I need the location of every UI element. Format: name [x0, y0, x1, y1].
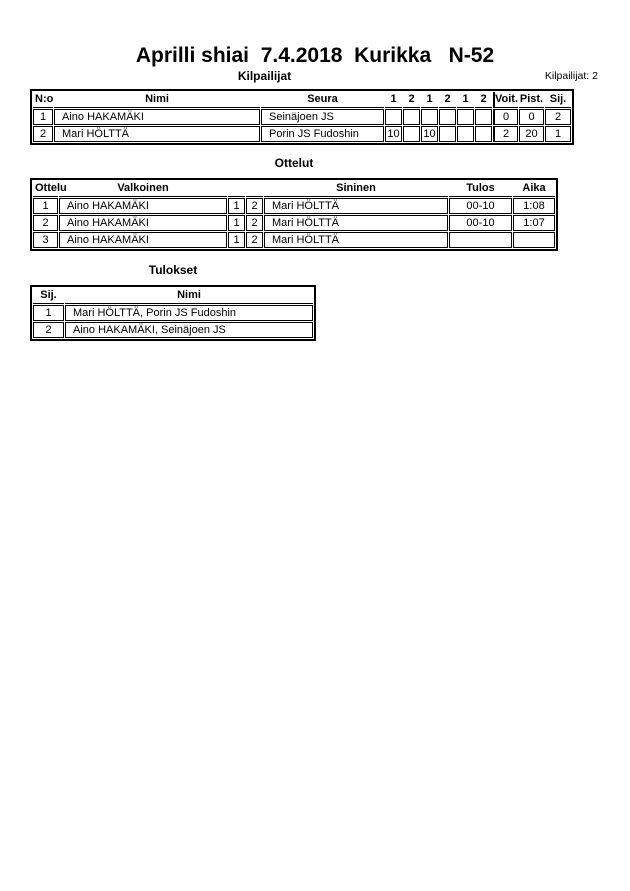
score-cell [421, 109, 438, 125]
competitor-no: 2 [33, 126, 53, 142]
competitor-points: 0 [519, 109, 544, 125]
white-competitor: Aino HAKAMÄKI [59, 215, 227, 231]
score-cell [403, 126, 420, 142]
competitor-row [33, 126, 571, 142]
match-result [449, 232, 512, 248]
score-cell [439, 126, 456, 142]
competitor-place: 1 [545, 126, 571, 142]
matches-table [30, 178, 558, 251]
white-competitor: Aino HAKAMÄKI [59, 198, 227, 214]
white-number-cell: 1 [228, 215, 245, 231]
match-result: 00-10 [449, 215, 512, 231]
matches-section-title: Ottelut [274, 156, 314, 170]
match-row [33, 198, 555, 214]
match-no: 2 [33, 215, 58, 231]
score-cell: 10 [421, 126, 438, 142]
blue-competitor: Mari HÖLTTÄ [264, 232, 448, 248]
header-wins: Voit. [493, 92, 518, 108]
header-result: Tulos [449, 181, 512, 197]
competitor-count-label: Kilpailijat: 2 [544, 70, 598, 82]
score-cell: 10 [385, 126, 402, 142]
score-cell [475, 126, 492, 142]
competitor-place: 2 [545, 109, 571, 125]
match-result: 00-10 [449, 198, 512, 214]
header-time: Aika [513, 181, 555, 197]
match-no: 3 [33, 232, 58, 248]
result-row [33, 322, 313, 338]
competitor-wins: 0 [493, 109, 518, 125]
match-time: 1:08 [513, 198, 555, 214]
competitor-name: Mari HÖLTTÄ [54, 126, 260, 142]
competitors-header-row [33, 92, 571, 108]
results-section-title: Tulokset [148, 263, 198, 277]
blue-number-cell: 2 [246, 215, 263, 231]
blue-number-cell: 2 [246, 232, 263, 248]
header-score-3: 1 [421, 92, 438, 108]
white-competitor: Aino HAKAMÄKI [59, 232, 227, 248]
header-score-1: 1 [385, 92, 402, 108]
blue-competitor: Mari HÖLTTÄ [264, 215, 448, 231]
competitor-no: 1 [33, 109, 53, 125]
header-white-no [228, 181, 245, 197]
match-no: 1 [33, 198, 58, 214]
header-score-5: 1 [457, 92, 474, 108]
blue-competitor: Mari HÖLTTÄ [264, 198, 448, 214]
score-cell [475, 109, 492, 125]
matches-header-row [33, 181, 555, 197]
header-blue-no [246, 181, 263, 197]
match-time [513, 232, 555, 248]
results-header-row [33, 288, 313, 304]
score-cell [457, 109, 474, 125]
competitor-points: 20 [519, 126, 544, 142]
result-place: 1 [33, 305, 64, 321]
result-row [33, 305, 313, 321]
score-cell [403, 109, 420, 125]
score-cell [457, 126, 474, 142]
competitors-section-title: Kilpailijat [237, 69, 292, 83]
competitor-club: Seinäjoen JS [261, 109, 384, 125]
header-place: Sij. [545, 92, 571, 108]
header-no: N:o [33, 92, 53, 108]
match-row [33, 232, 555, 248]
competitor-club: Porin JS Fudoshin [261, 126, 384, 142]
competitors-table [30, 89, 574, 145]
blue-number-cell: 2 [246, 198, 263, 214]
header-points: Pist. [519, 92, 544, 108]
header-name: Nimi [54, 92, 260, 108]
competitor-name: Aino HAKAMÄKI [54, 109, 260, 125]
match-time: 1:07 [513, 215, 555, 231]
competitor-row [33, 109, 571, 125]
results-table [30, 285, 316, 341]
header-score-6: 2 [475, 92, 492, 108]
white-number-cell: 1 [228, 198, 245, 214]
header-result-place: Sij. [33, 288, 64, 304]
result-place: 2 [33, 322, 64, 338]
competitor-wins: 2 [493, 126, 518, 142]
header-match: Ottelu [33, 181, 58, 197]
match-row [33, 215, 555, 231]
score-cell [385, 109, 402, 125]
result-name: Aino HAKAMÄKI, Seinäjoen JS [65, 322, 313, 338]
header-score-2: 2 [403, 92, 420, 108]
white-number-cell: 1 [228, 232, 245, 248]
header-club: Seura [261, 92, 384, 108]
header-result-name: Nimi [65, 288, 313, 304]
header-blue: Sininen [264, 181, 448, 197]
score-cell [439, 109, 456, 125]
header-score-4: 2 [439, 92, 456, 108]
header-white: Valkoinen [59, 181, 227, 197]
result-name: Mari HÖLTTÄ, Porin JS Fudoshin [65, 305, 313, 321]
page-title: Aprilli shiai 7.4.2018 Kurikka N-52 [135, 44, 495, 67]
